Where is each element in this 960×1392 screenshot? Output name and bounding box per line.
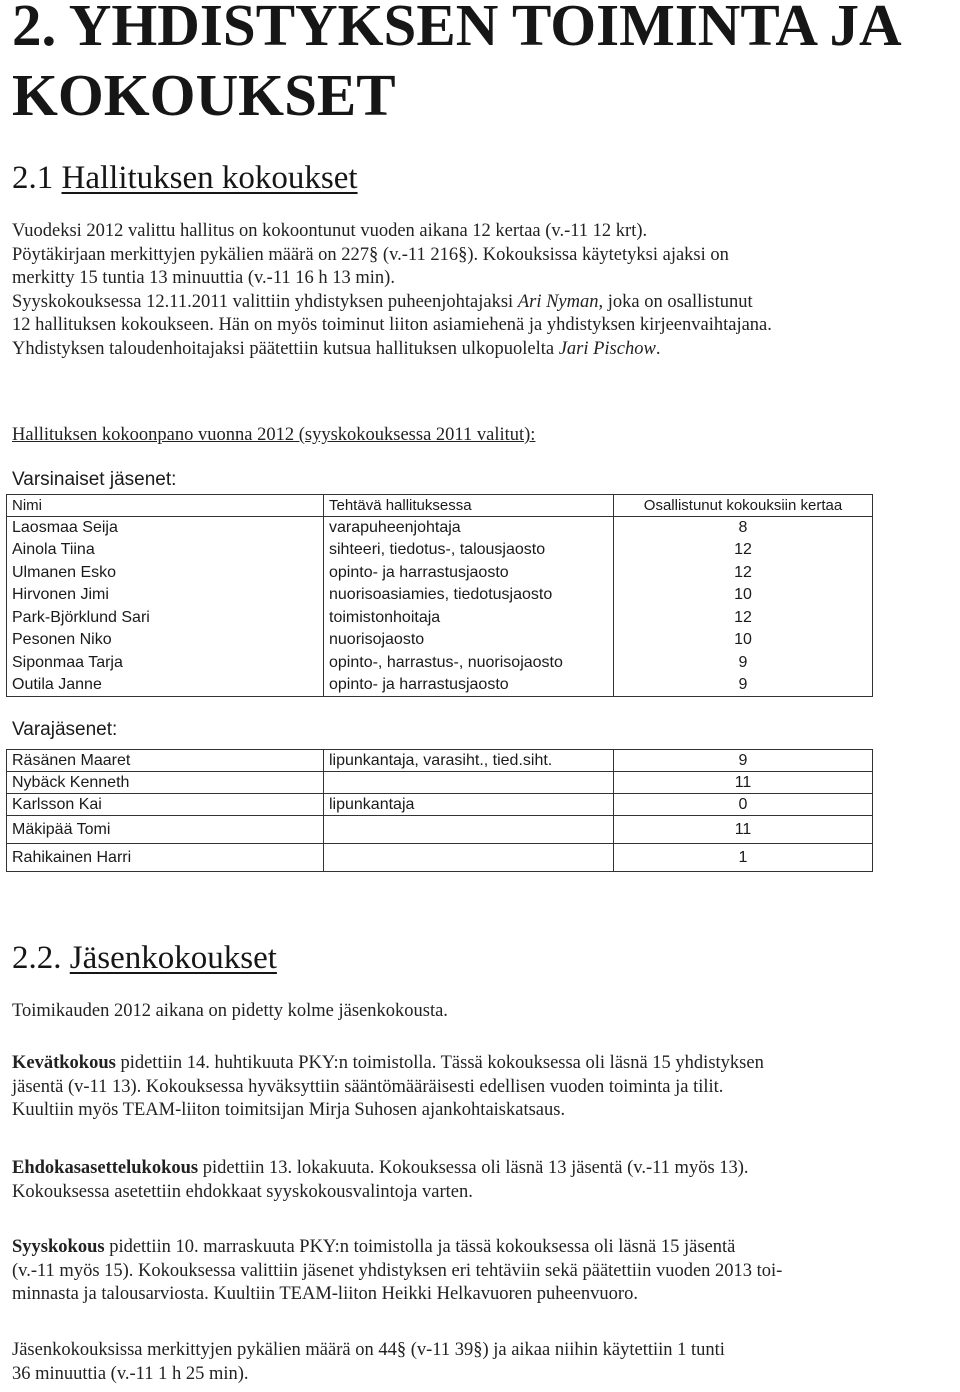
treasurer-line: [12, 338, 952, 362]
alternate-count: 0: [614, 794, 873, 816]
member-role: opinto- ja harrastusjaosto: [324, 562, 614, 585]
alternate-count: 11: [614, 816, 873, 844]
summary-paragraph: [12, 1339, 952, 1386]
autumn-meeting-paragraph: [12, 1236, 952, 1307]
main-heading-line-2: KOKOUKSET: [12, 62, 396, 128]
autumn-line-2: (v.-11 myös 15). Kokouksessa valittiin jäsenet yhdistyksen eri tehtäviin sekä päätettiin vuoden 2013 toi-: [12, 1260, 783, 1281]
member-role: nuorisoasiamies, tiedotusjaosto: [324, 584, 614, 607]
treasurer-pre: Yhdistyksen taloudenhoitajaksi päätettiin kutsua hallituksen ulkopuolelta: [12, 338, 559, 359]
table-row: [7, 607, 873, 630]
chair-line-2: 12 hallituksen kokoukseen. Hän on myös toiminut liiton asiamiehenä ja yhdistyksen kirjeenvaihtajana.: [12, 315, 772, 336]
member-name: Park-Björklund Sari: [7, 607, 324, 630]
nomination-meeting-paragraph: [12, 1157, 952, 1204]
general-meetings-intro: [12, 1000, 952, 1024]
member-name: Ainola Tiina: [7, 539, 324, 562]
alternate-role: [324, 772, 614, 794]
chair-line-1: [12, 291, 952, 315]
section-2-heading: [12, 938, 277, 978]
alternate-role: lipunkantaja, varasiht., tied.siht.: [324, 750, 614, 772]
member-count: 12: [734, 541, 752, 559]
spring-line-1-text: pidettiin 14. huhtikuuta PKY:n toimistolla. Tässä kokouksessa oli läsnä 15 yhdistyksen: [115, 1053, 764, 1073]
member-role: sihteeri, tiedotus-, talousjaosto: [324, 539, 614, 562]
member-role: toimistonhoitaja: [324, 607, 614, 630]
alternates-heading: Varajäsenet:: [12, 719, 118, 740]
members-table: [6, 494, 873, 697]
column-header-name: Nimi: [7, 495, 324, 517]
member-count: 10: [734, 586, 752, 604]
section-2-title: Jäsenkokoukset: [69, 940, 277, 976]
section-1-heading: [12, 158, 358, 198]
table-row: [7, 629, 873, 652]
board-intro-paragraph: [12, 220, 952, 362]
table-row: [7, 816, 873, 844]
nomination-line-1-text: pidettiin 13. lokakuuta. Kokouksessa oli läsnä 13 jäsentä (v.-11 myös 13).: [198, 1158, 749, 1178]
member-name: Siponmaa Tarja: [7, 652, 324, 675]
alternate-count: 9: [614, 750, 873, 772]
table-row: [7, 562, 873, 585]
member-count: 12: [734, 608, 752, 626]
spring-line-2: jäsentä (v-11 13). Kokouksessa hyväksyttiin sääntömääräisesti edellisen vuoden toiminta ja tilit.: [12, 1076, 724, 1097]
member-count: 9: [738, 676, 748, 693]
autumn-line-1-text: pidettiin 10. marraskuuta PKY:n toimistolla ja tässä kokouksessa oli läsnä 15 jäsentä: [104, 1237, 736, 1257]
member-role: opinto- ja harrastusjaosto: [324, 674, 614, 697]
member-count: 8: [738, 519, 748, 536]
section-2-number: 2.2.: [12, 940, 62, 976]
table-row: [7, 844, 873, 872]
alternate-role: [324, 844, 614, 872]
autumn-line-3: minnasta ja talousarviosta. Kuultiin TEAM-liiton Heikki Helkavuoren puheenvuoro.: [12, 1284, 638, 1305]
treasurer-post: .: [655, 338, 661, 359]
nomination-line-1: [12, 1157, 952, 1181]
summary-line-1: Jäsenkokouksissa merkittyjen pykälien määrä on 44§ (v-11 39§) ja aikaa niihin käytettiin 1 tunti: [12, 1340, 725, 1360]
spring-meeting-label: Kevätkokous: [12, 1053, 116, 1073]
members-heading: Varsinaiset jäsenet:: [12, 469, 177, 490]
summary-line-2: 36 minuuttia (v.-11 1 h 25 min).: [12, 1363, 249, 1384]
member-role: varapuheenjohtaja: [324, 517, 614, 540]
table-row: [7, 584, 873, 607]
member-name: Ulmanen Esko: [7, 562, 324, 585]
member-role: nuorisojaosto: [324, 629, 614, 652]
table-row: [7, 794, 873, 816]
member-count: 12: [734, 563, 752, 581]
alternates-table: [6, 749, 873, 872]
table-row: [7, 652, 873, 675]
chair-post: , joka on osallistunut: [598, 291, 753, 312]
spring-line-3: Kuultiin myös TEAM-liiton toimitsijan Mirja Suhosen ajankohtaiskatsaus.: [12, 1100, 566, 1121]
alternate-count: 11: [614, 772, 873, 794]
alternate-name: Rahikainen Harri: [7, 844, 324, 872]
section-1-title: Hallituksen kokoukset: [61, 160, 358, 196]
nomination-meeting-label: Ehdokasasettelukokous: [12, 1158, 199, 1178]
table-row: [7, 674, 873, 697]
treasurer-name: Jari Pischow: [558, 338, 656, 359]
alternate-name: Räsänen Maaret: [7, 750, 324, 772]
autumn-line-1: [12, 1236, 952, 1260]
member-role: opinto-, harrastus-, nuorisojaosto: [324, 652, 614, 675]
column-header-role: Tehtävä hallituksessa: [324, 495, 614, 517]
main-heading-line-1: 2. YHDISTYKSEN TOIMINTA JA: [12, 0, 902, 58]
intro-line-3: merkitty 15 tuntia 13 minuuttia (v.-11 16 h 13 min).: [12, 268, 395, 289]
table-row: [7, 517, 873, 540]
board-composition-heading: Hallituksen kokoonpano vuonna 2012 (syyskokouksessa 2011 valitut):: [12, 425, 536, 445]
general-meetings-intro-line: Toimikauden 2012 aikana on pidetty kolme jäsenkokousta.: [12, 1001, 448, 1021]
alternate-count: 1: [614, 844, 873, 872]
table-row: [7, 539, 873, 562]
section-1-number: 2.1: [12, 160, 54, 196]
intro-line-2: Pöytäkirjaan merkittyjen pykälien määrä on 227§ (v.-11 216§). Kokouksissa käytetyksi ajaksi on: [12, 244, 729, 265]
member-name: Pesonen Niko: [7, 629, 324, 652]
alternate-role: lipunkantaja: [324, 794, 614, 816]
main-heading: [12, 0, 957, 130]
alternate-name: Nybäck Kenneth: [7, 772, 324, 794]
members-table-header: [7, 495, 873, 517]
autumn-meeting-label: Syyskokous: [12, 1237, 105, 1257]
member-name: Outila Janne: [7, 674, 324, 697]
member-count: 10: [734, 631, 752, 649]
member-count: 9: [738, 653, 748, 671]
alternate-name: Karlsson Kai: [7, 794, 324, 816]
alternate-role: [324, 816, 614, 844]
column-header-attendance: Osallistunut kokouksiin kertaa: [614, 495, 873, 517]
member-name: Hirvonen Jimi: [7, 584, 324, 607]
member-name: Laosmaa Seija: [7, 517, 324, 540]
spring-meeting-paragraph: [12, 1052, 952, 1123]
alternate-name: Mäkipää Tomi: [7, 816, 324, 844]
intro-line-1: Vuodeksi 2012 valittu hallitus on kokoontunut vuoden aikana 12 kertaa (v.-11 12 krt).: [12, 221, 648, 241]
chair-pre: Syyskokouksessa 12.11.2011 valittiin yhdistyksen puheenjohtajaksi: [12, 291, 518, 312]
nomination-line-2: Kokouksessa asetettiin ehdokkaat syyskokousvalintoja varten.: [12, 1181, 473, 1202]
chair-name: Ari Nyman: [517, 291, 599, 312]
table-row: [7, 750, 873, 772]
spring-line-1: [12, 1052, 952, 1076]
table-row: [7, 772, 873, 794]
